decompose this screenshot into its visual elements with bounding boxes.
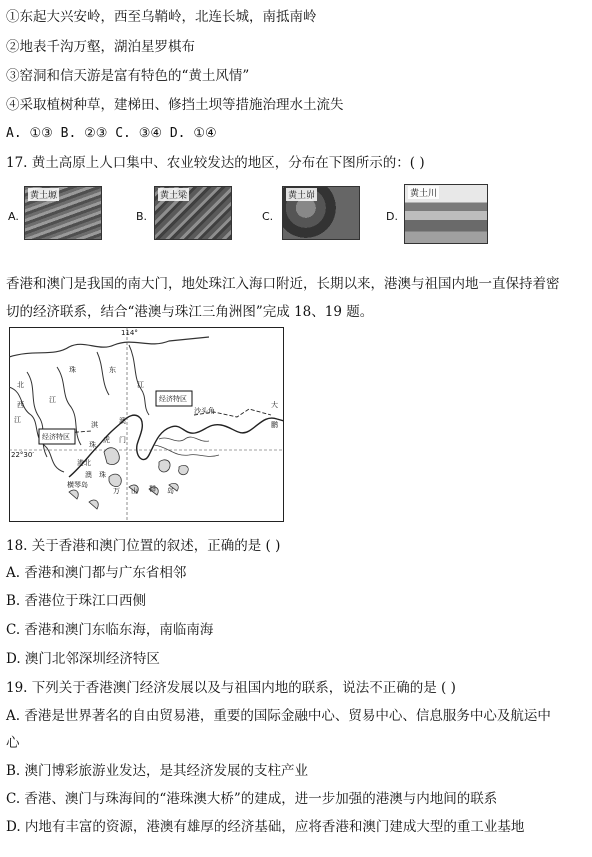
q19-choice-c: C. 香港、澳门与珠海间的“港珠澳大桥”的建成，进一步加强的港澳与内地间的联系 — [6, 791, 498, 807]
photo-option-letter: D. — [386, 210, 398, 223]
q19-choice-b: B. 澳门博彩旅游业发达，是其经济发展的支柱产业 — [6, 763, 309, 779]
river-dong: 东 — [109, 366, 116, 374]
loess-valley-photo — [404, 184, 488, 244]
river-jiang-1: 江 — [137, 381, 144, 389]
question-18: 18. 关于香港和澳门位置的叙述，正确的是 ( ) — [6, 538, 281, 554]
option-line-4: ④采取植树种草，建梯田、修挡土坝等措施治理水土流失 — [6, 97, 344, 113]
q19-choice-a-line-2: 心 — [6, 735, 20, 751]
question-17: 17. 黄土高原上人口集中、农业较发达的地区，分布在下图所示的：( ) — [6, 155, 425, 171]
photo-caption: 黄土川 — [408, 186, 439, 199]
intro-paragraph-line-1: 香港和澳门是我国的南大门，地处珠江入海口附近，长期以来，港澳与祖国内地一直保持着密 — [6, 276, 560, 292]
river-bei: 北 — [17, 381, 24, 389]
river-zhu: 珠 — [69, 366, 76, 374]
q17-photo-options — [0, 186, 592, 250]
q19-choice-d: D. 内地有丰富的资源，港澳有雄厚的经济基础，应将香港和澳门建成大型的重工业基地 — [6, 819, 525, 835]
answer-choices-q16: A. ①③ B. ②③ C. ③④ D. ①④ — [6, 126, 217, 141]
q18-choice-d: D. 澳门北邻深圳经济特区 — [6, 651, 160, 667]
photo-caption: 黄土塬 — [28, 188, 59, 201]
place-dao: 岛 — [167, 487, 174, 495]
sez-label-zhuhai: 经济特区 — [42, 433, 70, 441]
option-line-2: ②地表千沟万壑，湖泊星罗棋布 — [6, 39, 195, 55]
sez-label-shenzhen: 经济特区 — [159, 395, 187, 403]
river-xi: 西 — [17, 401, 24, 409]
q18-choice-a: A. 香港和澳门都与广东省相邻 — [6, 565, 187, 581]
place-qun: 群 — [149, 485, 156, 493]
place-shan: 山 — [131, 487, 138, 495]
q19-choice-a-line-1: A. 香港是世界著名的自由贸易港，重要的国际金融中心、贸易中心、信息服务中心及航运中 — [6, 708, 551, 724]
place-wanshan-zhu: 珠 — [99, 471, 106, 479]
river-jiang-3: 江 — [14, 416, 21, 424]
hk-macau-pearl-delta-map — [9, 327, 284, 522]
place-ao-2: 澳 — [85, 471, 92, 479]
place-ao: 澳 — [119, 417, 126, 425]
photo-caption: 黄土峁 — [286, 188, 317, 201]
river-jiang-2: 江 — [49, 396, 56, 404]
latitude-label: 22°30′ — [11, 451, 34, 459]
option-line-1: ①东起大兴安岭，西至乌鞘岭，北连长城，南抵南岭 — [6, 9, 317, 25]
place-gangbei: 港北 — [77, 459, 91, 467]
photo-option-letter: B. — [136, 210, 148, 223]
place-zhu: 珠 — [89, 441, 96, 449]
photo-option-letter: C. — [262, 210, 274, 223]
photo-caption: 黄土梁 — [158, 188, 189, 201]
place-qi: 淇 — [91, 421, 98, 429]
place-wan: 万 — [113, 487, 120, 495]
q18-choice-c: C. 香港和澳门东临东海，南临南海 — [6, 622, 214, 638]
loess-ridge-photo — [154, 186, 232, 240]
q18-choice-b: B. 香港位于珠江口西侧 — [6, 593, 147, 609]
loess-tableland-photo — [24, 186, 102, 240]
option-line-3: ③窑洞和信天游是富有特色的“黄土风情” — [6, 68, 250, 84]
place-hu: 虎 — [103, 436, 110, 444]
question-19: 19. 下列关于香港澳门经济发展以及与祖国内地的联系，说法不正确的是 ( ) — [6, 680, 456, 696]
place-peng: 鹏 — [271, 421, 278, 429]
longitude-label: 114° — [121, 329, 138, 337]
place-hengqin: 横琴岛 — [67, 481, 88, 489]
photo-option-letter: A. — [8, 210, 19, 223]
place-men: 门 — [119, 436, 126, 444]
place-da: 大 — [271, 401, 278, 409]
place-shatoujiao: 沙头角 — [194, 407, 215, 415]
loess-hill-photo — [282, 186, 360, 240]
intro-paragraph-line-2: 切的经济联系，结合“港澳与珠江三角洲图”完成 18、19 题。 — [6, 304, 374, 320]
